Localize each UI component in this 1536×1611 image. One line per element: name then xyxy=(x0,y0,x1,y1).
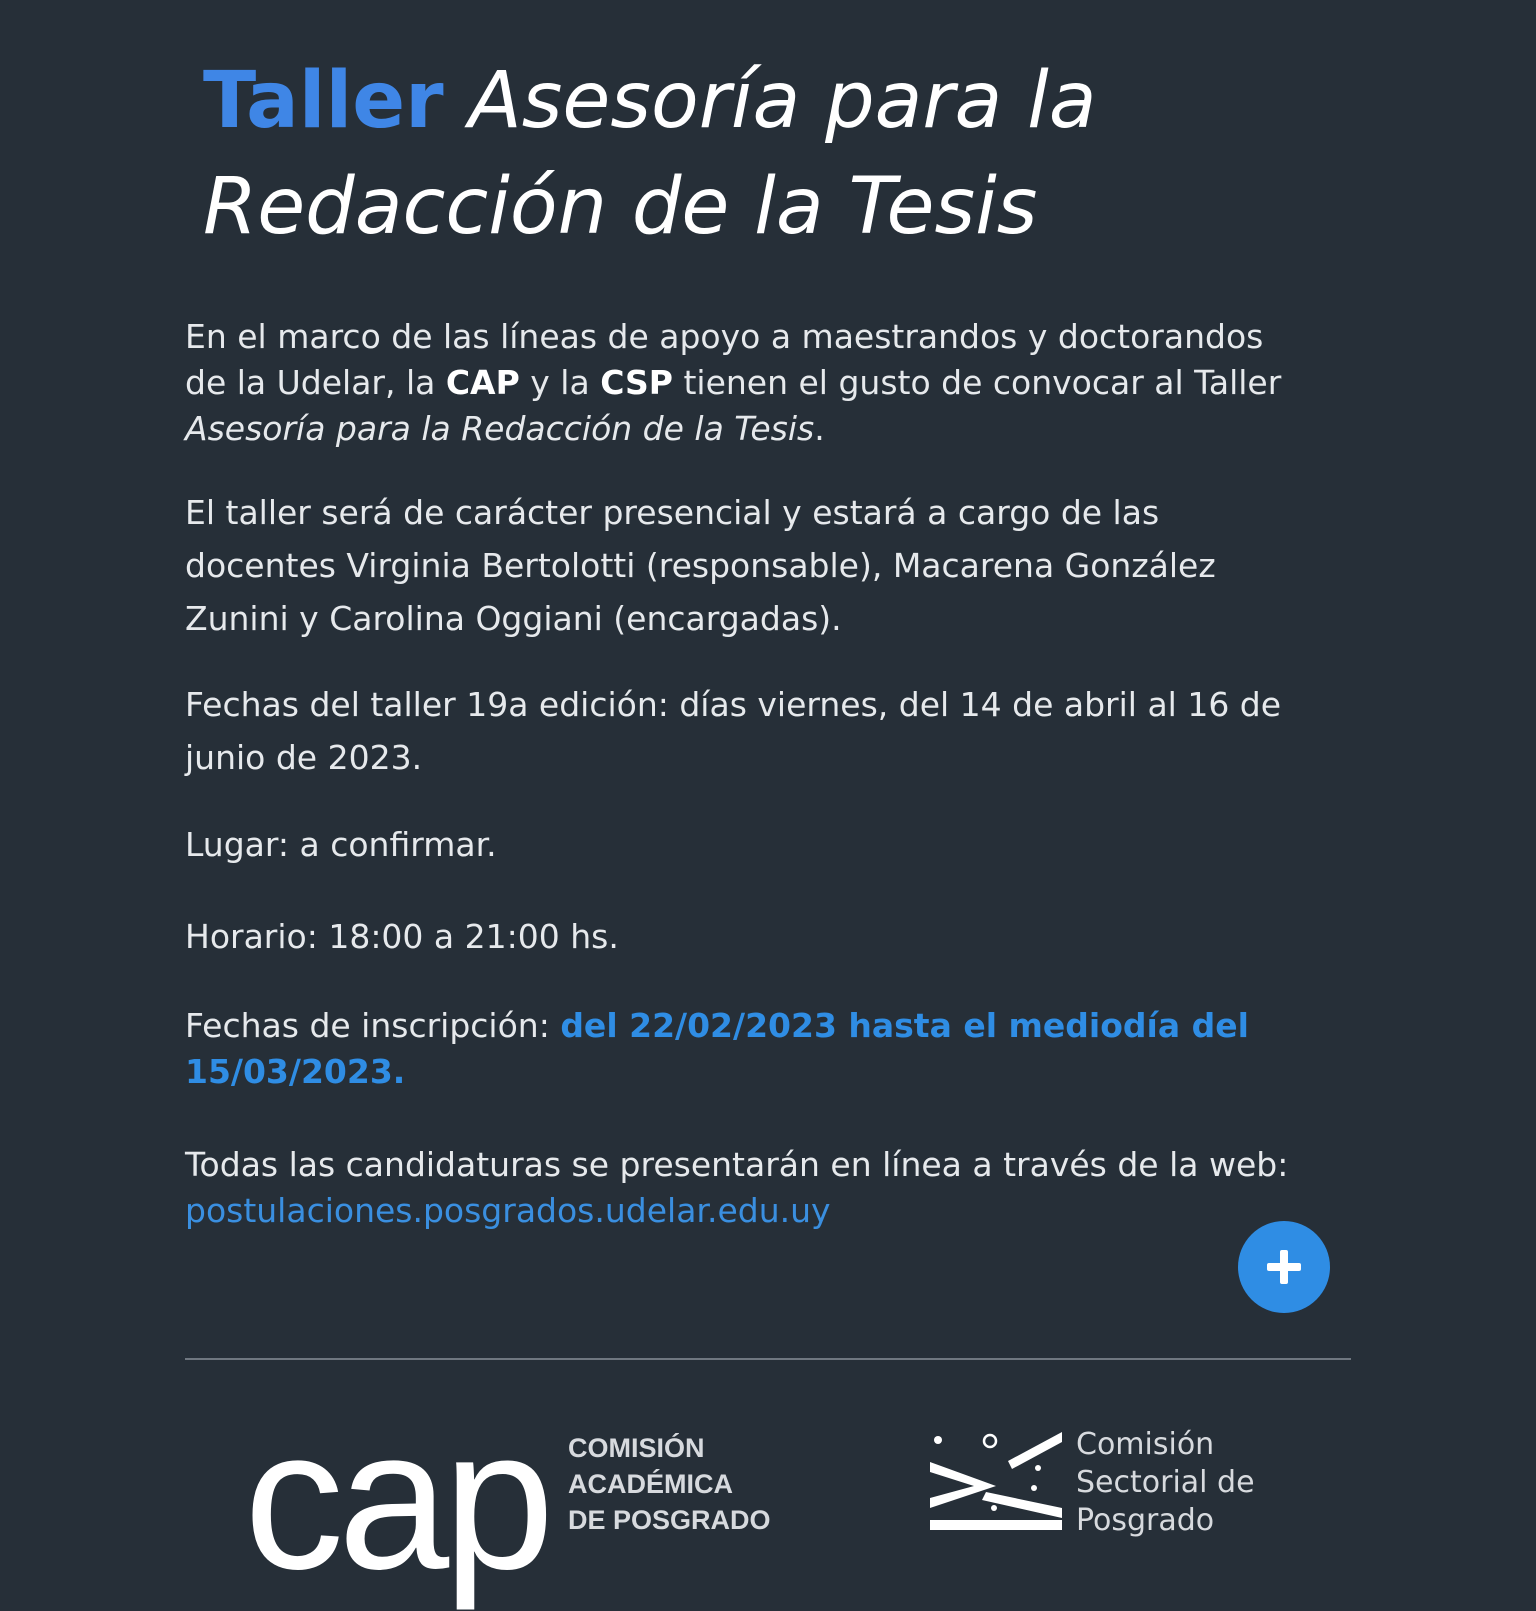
cap-logo-line1: COMISIÓN xyxy=(568,1433,705,1463)
more-button[interactable] xyxy=(1238,1221,1330,1313)
cap-logo-line2: ACADÉMICA xyxy=(568,1469,733,1499)
csp-logo-icon xyxy=(926,1428,1066,1536)
registration-paragraph xyxy=(185,1003,1305,1095)
csp-logo-text xyxy=(1076,1426,1255,1540)
cap-logo-line3: DE POSGRADO xyxy=(568,1505,771,1535)
page-title xyxy=(203,48,1403,260)
dates-paragraph: Fechas del taller 19a edición: días viernes, del 14 de abril al 16 de junio de 2023. xyxy=(185,685,1282,777)
registration-dates: del 22/02/2023 hasta el mediodía del 15/03/2023. xyxy=(185,1006,1249,1091)
applications-link[interactable]: postulaciones.posgrados.udelar.edu.uy xyxy=(185,1191,831,1230)
course-name: Asesoría para la Redacción de la Tesis xyxy=(185,409,815,448)
cap-logo-text xyxy=(568,1430,771,1538)
applications-paragraph xyxy=(185,1142,1305,1234)
csp-logo-line1: Comisión xyxy=(1076,1427,1215,1462)
intro-paragraph xyxy=(185,314,1305,452)
intro-text-3: tienen el gusto de convocar al Taller xyxy=(672,363,1282,402)
csp-acronym: CSP xyxy=(600,363,673,402)
cap-acronym: CAP xyxy=(445,363,520,402)
csp-logo-line3: Posgrado xyxy=(1076,1503,1215,1538)
place-paragraph: Lugar: a confirmar. xyxy=(185,825,497,864)
schedule-paragraph: Horario: 18:00 a 21:00 hs. xyxy=(185,917,619,956)
teachers-paragraph: El taller será de carácter presencial y estará a cargo de las docentes Virginia Bertolotti (responsable), Macarena González Zunini y Carolina Oggiani (encargadas). xyxy=(185,493,1216,638)
plus-icon xyxy=(1264,1247,1304,1287)
title-rest-line2: Redacción de la Tesis xyxy=(203,162,1038,252)
title-rest-line1: Asesoría para la xyxy=(468,56,1097,146)
registration-label: Fechas de inscripción: xyxy=(185,1006,561,1045)
title-accent: Taller xyxy=(203,56,444,146)
applications-text: Todas las candidaturas se presentarán en línea a través de la web: xyxy=(185,1145,1289,1184)
csp-logo-line2: Sectorial de xyxy=(1076,1465,1255,1500)
intro-text-1: En el marco de las líneas de apoyo a maestrandos y doctorandos de la Udelar, la xyxy=(185,317,1264,402)
intro-text-2: y la xyxy=(519,363,601,402)
footer-divider xyxy=(185,1358,1351,1360)
cap-logo-mark: cap xyxy=(244,1388,549,1611)
intro-text-4: . xyxy=(814,409,825,448)
